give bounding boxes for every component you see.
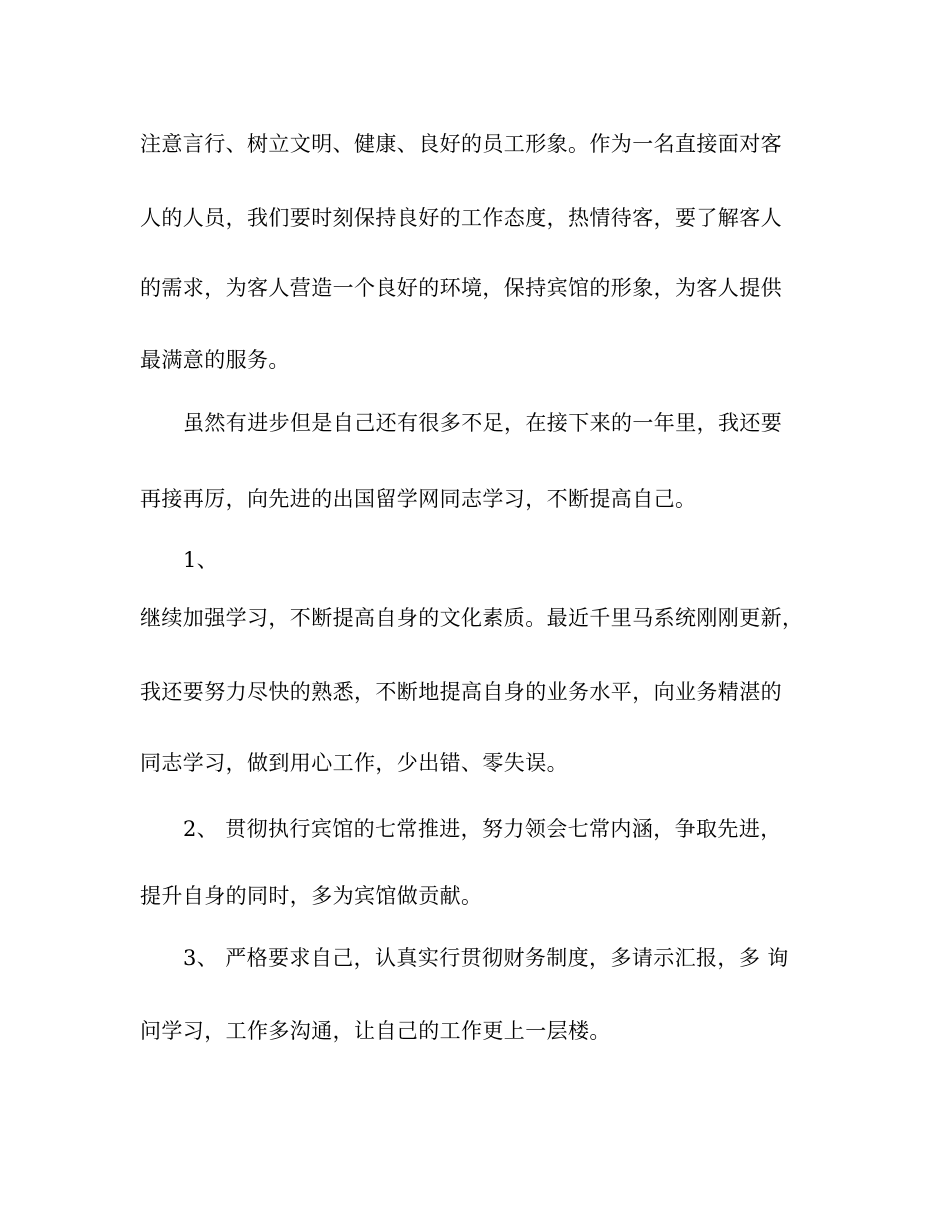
paragraph-line: 我还要努力尽快的熟悉，不断地提高自身的业务水平，向业务精湛的 bbox=[140, 680, 782, 704]
paragraph-line: 虽然有进步但是自己还有很多不足，在接下来的一年里，我还要 bbox=[183, 411, 783, 435]
paragraph-line: 继续加强学习，不断提高自身的文化素质。最近千里马系统刚刚更新， bbox=[140, 606, 804, 630]
paragraph-line: 问学习，工作多沟通，让自己的工作更上一层楼。 bbox=[140, 1019, 611, 1043]
paragraph-line: 的需求，为客人营造一个良好的环境，保持宾馆的形象，为客人提供 bbox=[140, 276, 782, 300]
list-number: 1、 bbox=[183, 548, 219, 572]
paragraph-line: 同志学习，做到用心工作，少出错、零失误。 bbox=[140, 751, 568, 775]
paragraph-line: 人的人员，我们要时刻保持良好的工作态度，热情待客，要了解客人 bbox=[140, 206, 782, 230]
paragraph-line: 提升自身的同时，多为宾馆做贡献。 bbox=[140, 884, 483, 908]
list-item-line: 3、 严格要求自己，认真实行贯彻财务制度，多请示汇报，多 询 bbox=[183, 946, 789, 970]
list-item-line: 2、 贯彻执行宾馆的七常推进，努力领会七常内涵，争取先进， bbox=[183, 817, 782, 841]
paragraph-line: 注意言行、树立文明、健康、良好的员工形象。作为一名直接面对客 bbox=[140, 132, 782, 156]
paragraph-line: 再接再厉，向先进的出国留学网同志学习，不断提高自己。 bbox=[140, 487, 697, 511]
paragraph-line: 最满意的服务。 bbox=[140, 348, 290, 372]
